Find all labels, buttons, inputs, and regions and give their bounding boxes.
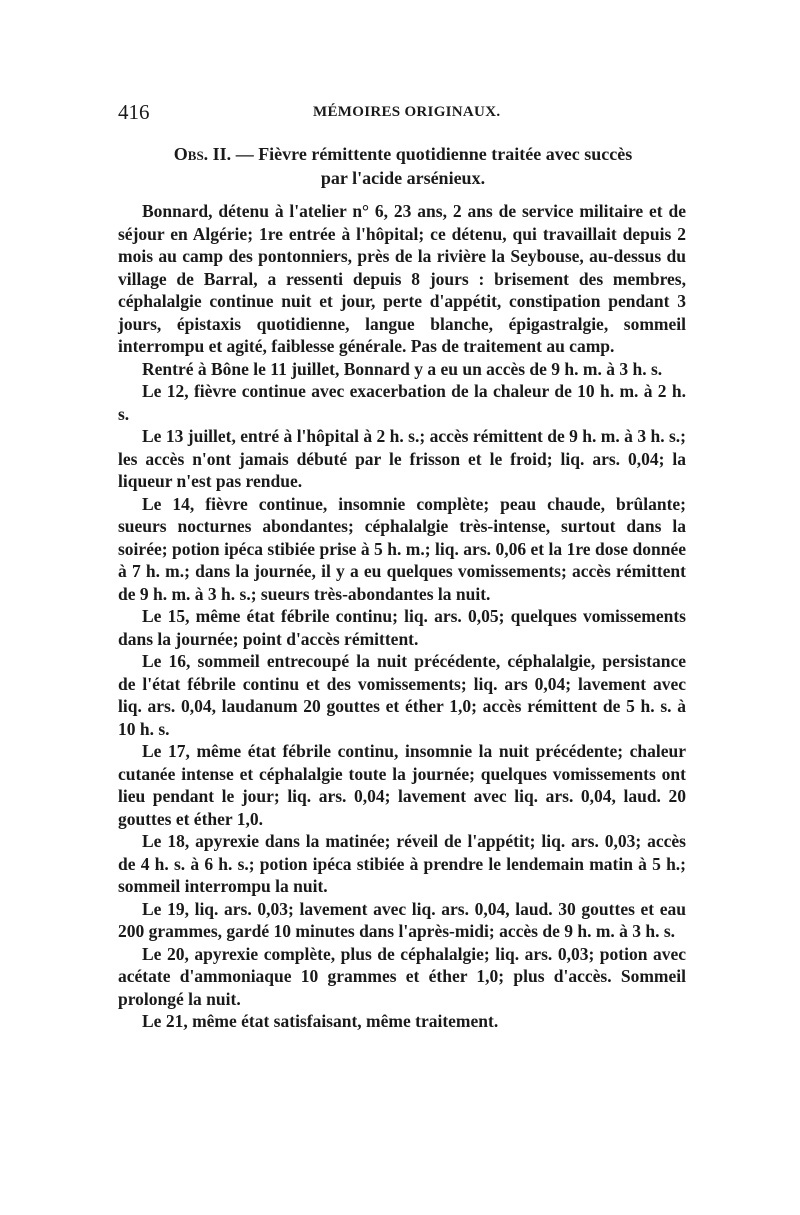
observation-title-line-1	[118, 142, 688, 166]
running-title: MÉMOIRES ORIGINAUX.	[313, 104, 501, 120]
observation-title-text: Fièvre rémittente quotidienne traitée avec succès	[258, 144, 633, 164]
paragraph: Le 13 juillet, entré à l'hôpital à 2 h. s.; accès rémittent de 9 h. m. à 3 h. s.; les accès n'ont jamais débuté par le frisson et le froid; liq. ars. 0,04; la liqueur n'est pas rendue.	[118, 426, 686, 491]
paragraph: Le 19, liq. ars. 0,03; lavement avec liq. ars. 0,04, laud. 30 gouttes et eau 200 grammes, gardé 10 minutes dans l'après-midi; accès de 9 h. m. à 3 h. s.	[118, 898, 686, 941]
title-dash: —	[231, 144, 259, 164]
observation-title-line-2: par l'acide arsénieux.	[320, 168, 486, 188]
paragraph: Le 12, fièvre continue avec exacerbation de la chaleur de 10 h. m. à 2 h. s.	[118, 381, 686, 424]
paragraph: Le 15, même état fébrile continu; liq. ars. 0,05; quelques vomissements dans la journée; point d'accès rémittent.	[118, 606, 686, 649]
observation-label: Obs. II.	[173, 144, 232, 164]
observation-body	[118, 200, 686, 1033]
paragraph: Le 16, sommeil entrecoupé la nuit précédente, céphalalgie, persistance de l'état fébrile continu et des vomissements; liq. ars 0,04; lavement avec liq. ars. 0,04, laudanum 20 gouttes et éther 1,0; accès rémittent de 5 h. s. à 10 h. s.	[118, 651, 686, 739]
page-number: 416	[118, 100, 150, 124]
paragraph: Le 21, même état satisfaisant, même traitement.	[142, 1011, 499, 1031]
paragraph: Bonnard, détenu à l'atelier n° 6, 23 ans, 2 ans de service militaire et de séjour en Algérie; 1re entrée à l'hôpital; ce détenu, qui travaillait depuis 2 mois au camp des pontonniers, près de la rivière la Seybouse, au-dessus du village de Barral, a ressenti depuis 8 jours : brisement des membres, céphalalgie continue nuit et jour, perte d'appétit, constipation pendant 3 jours, épistaxis quotidienne, langue blanche, épigastralgie, sommeil interrompu et agité, faiblesse générale. Pas de traitement au camp.	[118, 201, 686, 356]
paragraph: Le 18, apyrexie dans la matinée; réveil de l'appétit; liq. ars. 0,03; accès de 4 h. s. à 6 h. s.; potion ipéca stibiée à prendre le lendemain matin à 5 h.; sommeil interrompu la nuit.	[118, 831, 686, 896]
paragraph: Le 17, même état fébrile continu, insomnie la nuit précédente; chaleur cutanée intense et céphalalgie toute la journée; quelques vomissements ont lieu pendant le jour; liq. ars. 0,04; lavement avec liq. ars. 0,04, laud. 20 gouttes et éther 1,0.	[118, 741, 686, 829]
page-header	[118, 100, 688, 130]
paragraph: Rentré à Bône le 11 juillet, Bonnard y a eu un accès de 9 h. m. à 3 h. s.	[142, 358, 663, 379]
paragraph: Le 14, fièvre continue, insomnie complète; peau chaude, brûlante; sueurs nocturnes abondantes; céphalalgie très-intense, surtout dans la soirée; potion ipéca stibiée prise à 5 h. m.; liq. ars. 0,06 et la 1re dose donnée à 7 h. m.; dans la journée, il y a eu quelques vomissements; accès rémittent de 9 h. m. à 3 h. s.; sueurs très-abondantes la nuit.	[118, 493, 686, 604]
paragraph: Le 20, apyrexie complète, plus de céphalalgie; liq. ars. 0,03; potion avec acétate d'ammoniaque 10 grammes et éther 1,0; plus d'accès. Sommeil prolongé la nuit.	[118, 943, 686, 1009]
observation-title	[118, 142, 688, 190]
